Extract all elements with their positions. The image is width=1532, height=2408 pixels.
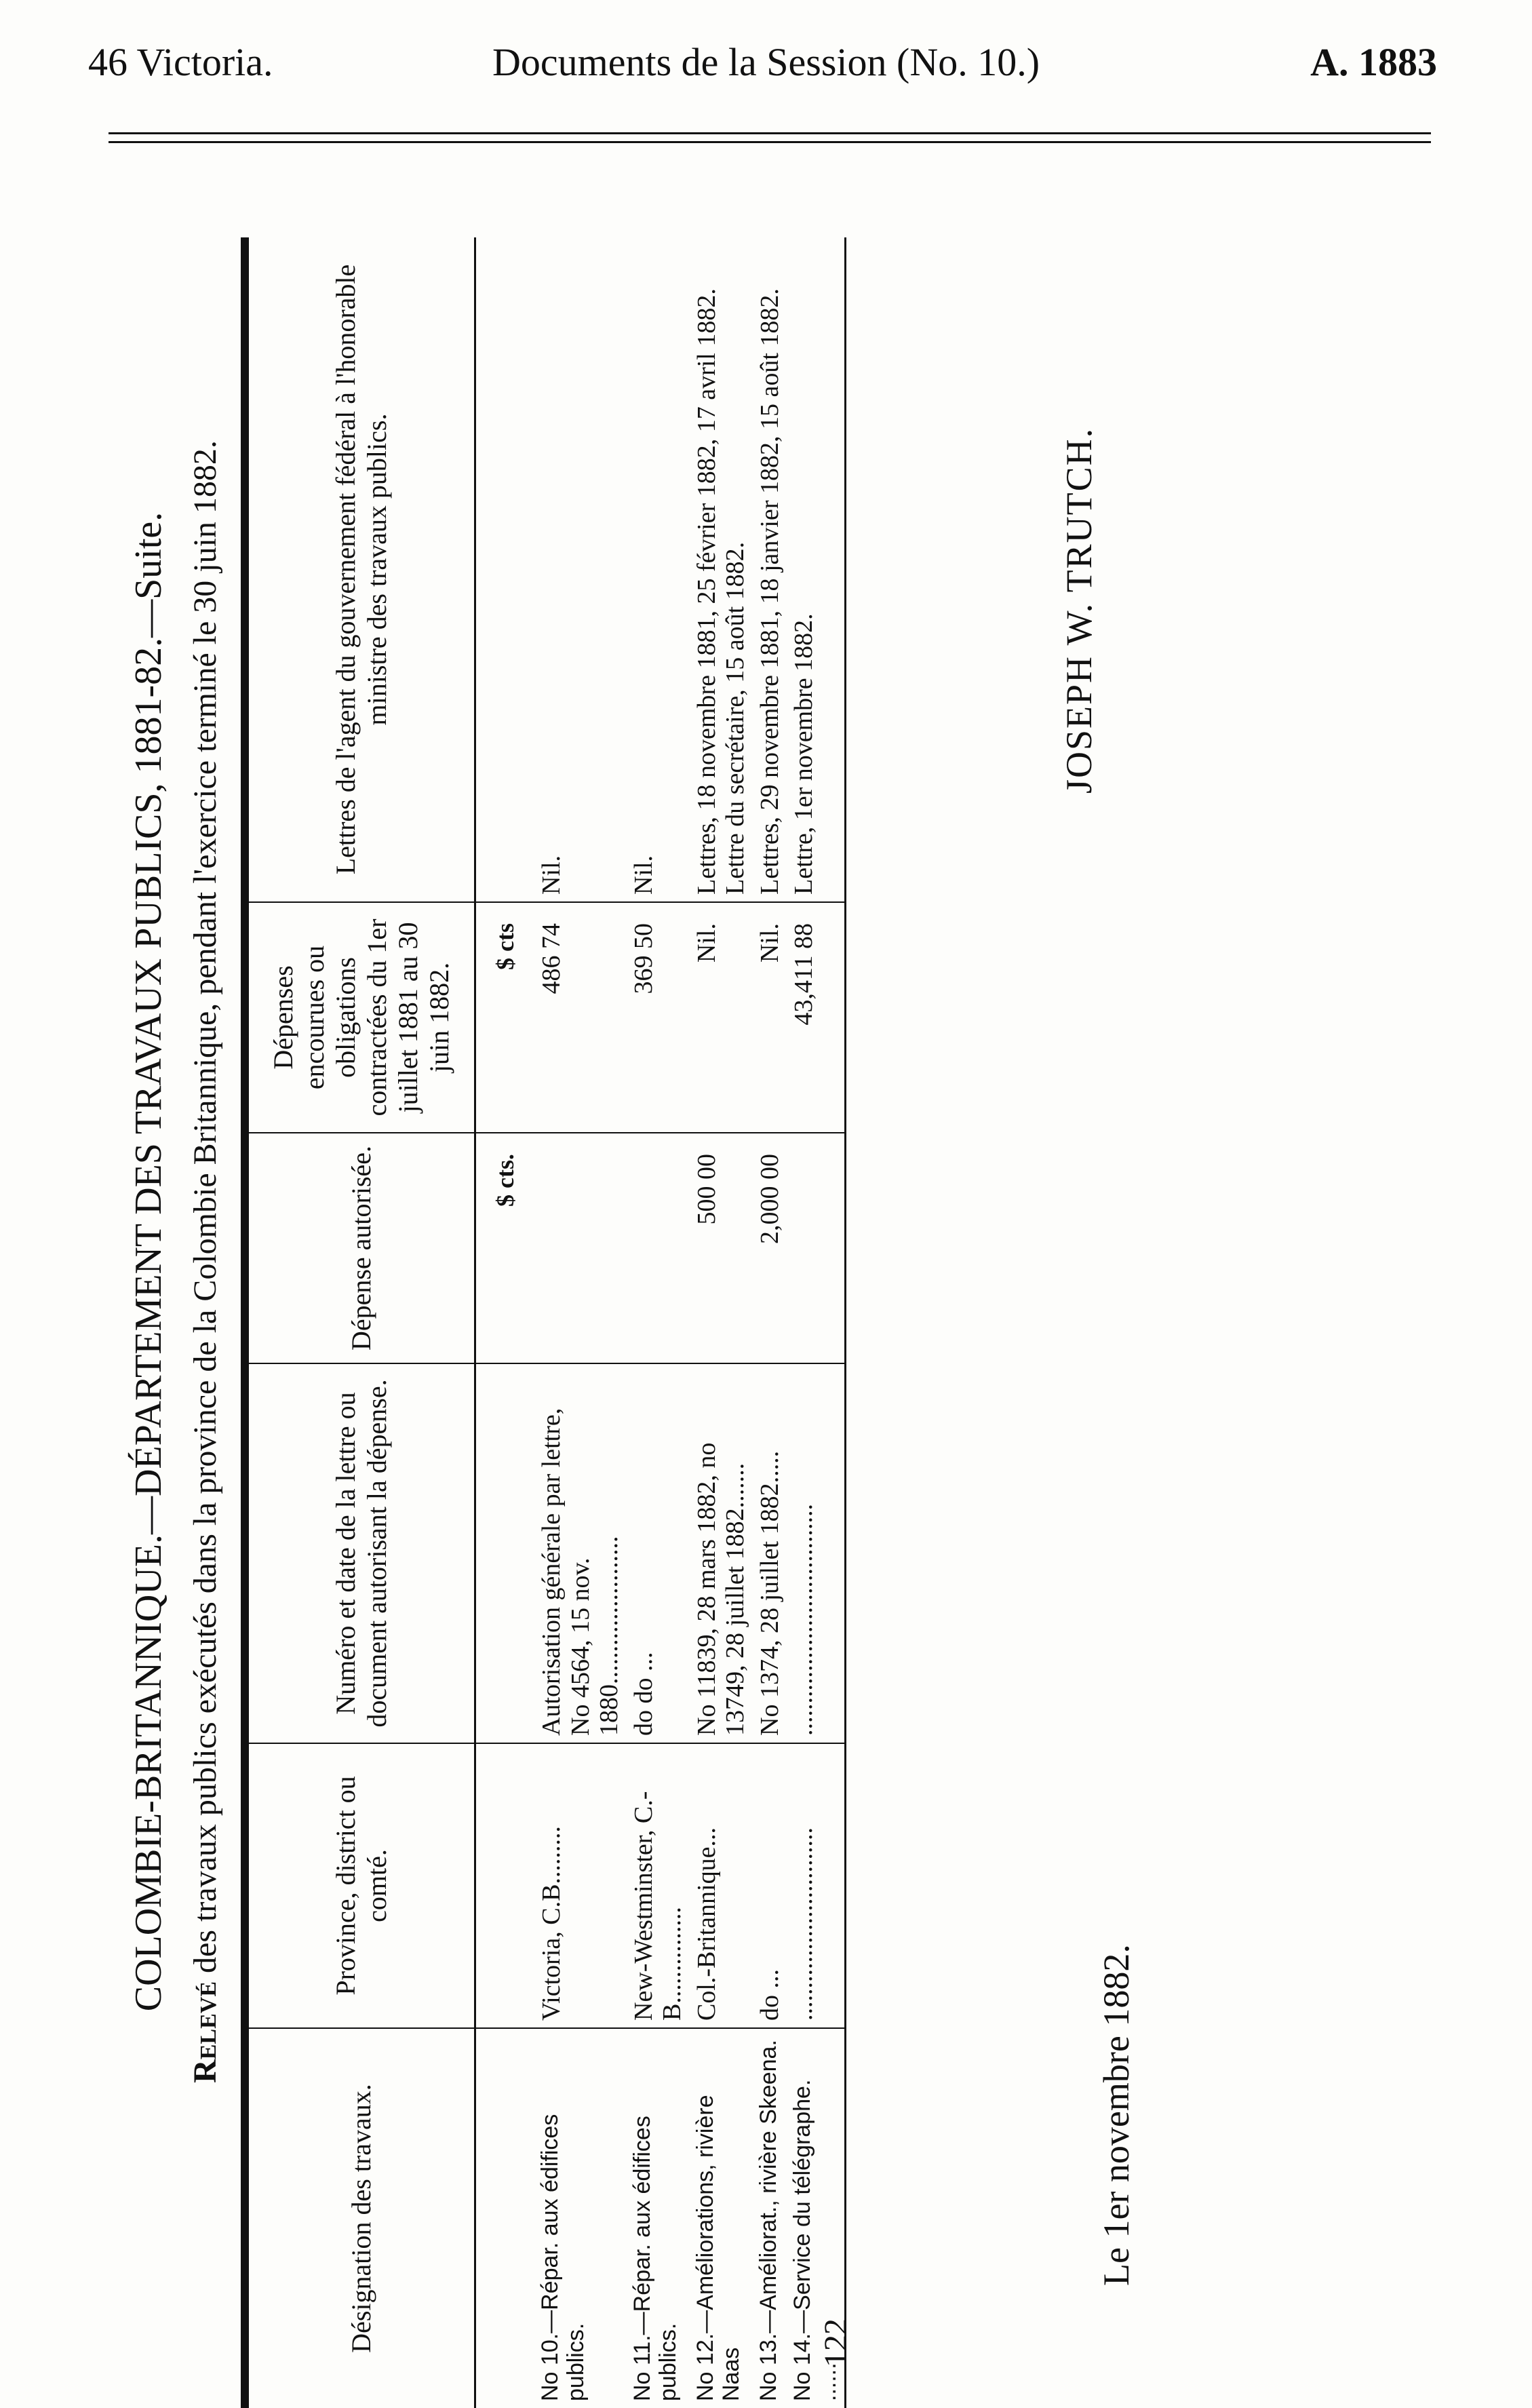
cell-authorized	[627, 1133, 690, 1363]
cell-incurred: 486 74	[534, 902, 627, 1133]
subtitle-text: des travaux publics exécutés dans la province de la Colombie Britannique, pendant l'exercice terminé le 30 juin 1882.	[187, 440, 223, 1973]
subtitle-lead: Relevé	[187, 1981, 223, 2083]
date-note: Le 1er novembre 1882.	[1096, 1944, 1137, 2286]
cell-authorized: 2,000 00	[753, 1133, 787, 1363]
col-header-authorized: Dépense autorisée.	[245, 1133, 475, 1363]
units-row	[475, 237, 535, 2408]
cell-province: ..............................	[787, 1743, 845, 2028]
units-incurred: $ cts	[475, 902, 535, 1133]
works-table	[241, 237, 846, 2408]
cell-designation: No 12.—Améliorations, rivière Naas	[692, 2095, 744, 2401]
header-session-left: 46 Victoria.	[88, 40, 273, 84]
cell-letter: No 1374, 28 juillet 1882.....	[753, 1363, 787, 1743]
cell-incurred: 43,411 88	[787, 902, 845, 1133]
cell-designation: No 10.—Répar. aux édifices publics.	[537, 2114, 589, 2401]
cell-designation: No 14.—Service du télégraphe. ......	[787, 2028, 845, 2408]
col-header-incurred: Dépenses encourues ou obligations contractées du 1er juillet 1881 au 30 juin 1882.	[245, 902, 475, 1133]
col-header-letter: Numéro et date de la lettre ou document autorisant la dépense.	[245, 1363, 475, 1743]
page-number: 122	[818, 2318, 854, 2367]
cell-letters: Nil.	[627, 237, 690, 902]
rotated-page-content	[112, 115, 1428, 2408]
page-title: COLOMBIE-BRITANNIQUE.—DÉPARTEMENT DES TRAVAUX PUBLICS, 1881-82.—Suite.	[127, 511, 170, 2012]
units-authorized: $ cts.	[475, 1133, 535, 1363]
table-row	[787, 237, 845, 2408]
cell-incurred: Nil.	[690, 902, 753, 1133]
cell-letter: Autorisation générale par lettre, No 4564, 15 nov. 1880.......................	[534, 1363, 627, 1743]
cell-letters: Nil.	[534, 237, 627, 902]
cell-province: New-Westminster, C.-B...............	[627, 1743, 690, 2028]
table-header-row	[245, 237, 475, 2408]
table-row	[534, 237, 627, 2408]
cell-letter: No 11839, 28 mars 1882, no 13749, 28 juillet 1882.......	[690, 1363, 753, 1743]
cell-incurred: Nil.	[753, 902, 787, 1133]
table-row	[753, 237, 787, 2408]
cell-letters: Lettres, 29 novembre 1881, 18 janvier 1882, 15 août 1882.	[753, 237, 787, 902]
cell-province: do ...	[753, 1743, 787, 2028]
table-row	[690, 237, 753, 2408]
cell-letters: Lettre, 1er novembre 1882.	[787, 237, 845, 902]
cell-designation: No 11.—Répar. aux édifices publics.	[629, 2116, 681, 2401]
page-subtitle	[186, 115, 224, 2408]
col-header-letters: Lettres de l'agent du gouvernement fédéral à l'honorable ministre des travaux publics.	[245, 237, 475, 902]
cell-letter: ....................................	[787, 1363, 845, 1743]
cell-authorized: 500 00	[690, 1133, 753, 1363]
cell-letter: do do ...	[627, 1363, 690, 1743]
col-header-province: Province, district ou comté.	[245, 1743, 475, 2028]
cell-province: Victoria, C.B.........	[534, 1743, 627, 2028]
header-document-title: Documents de la Session (No. 10.)	[492, 40, 1040, 84]
cell-incurred: 369 50	[627, 902, 690, 1133]
signature: JOSEPH W. TRUTCH.	[1059, 427, 1099, 794]
cell-designation: No 13.—Améliorat., rivière Skeena.	[755, 2040, 781, 2401]
cell-letters: Lettres, 18 novembre 1881, 25 février 1882, 17 avril 1882. Lettre du secrétaire, 15 août 1882.	[690, 237, 753, 902]
cell-authorized	[787, 1133, 845, 1363]
header-year: A. 1883	[1310, 40, 1437, 84]
cell-province: Col.-Britannique...	[690, 1743, 753, 2028]
table-row	[627, 237, 690, 2408]
col-header-designation: Désignation des travaux.	[245, 2028, 475, 2408]
cell-authorized	[534, 1133, 627, 1363]
